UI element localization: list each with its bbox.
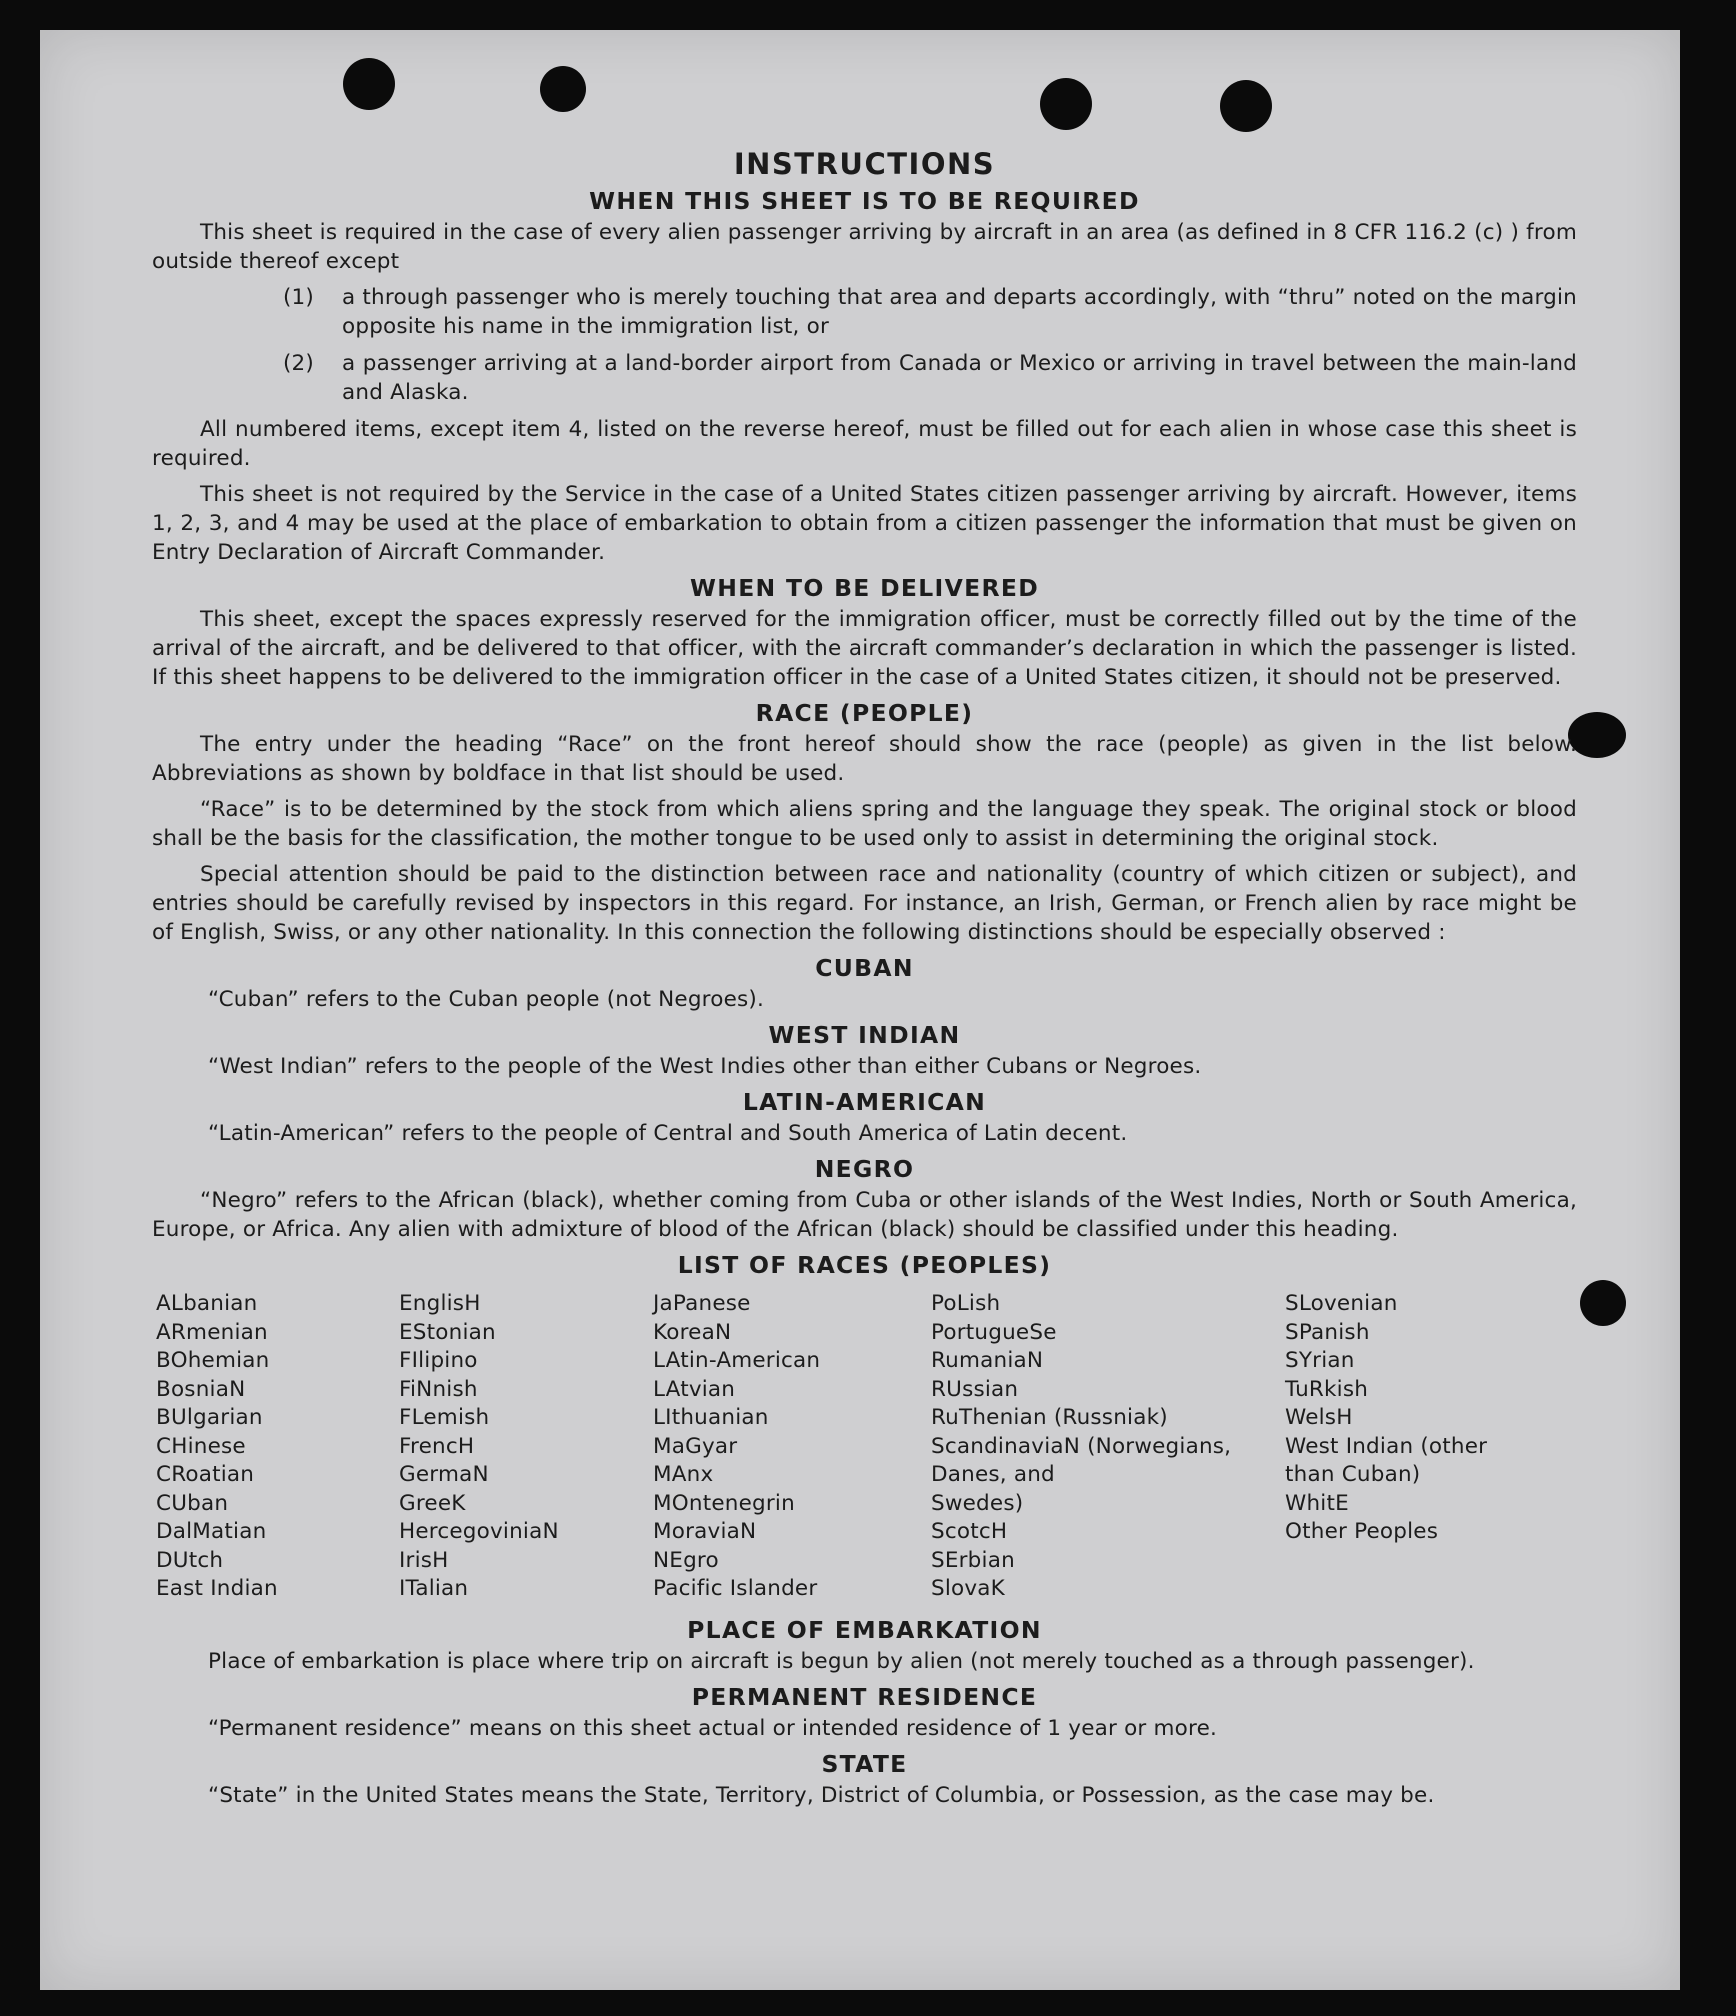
races-column [931, 1290, 1285, 1604]
punch-hole [1040, 78, 1092, 130]
section-heading-race: RACE (PEOPLE) [755, 699, 974, 727]
paragraph-race-3: Special attention should be paid to the distinction between race and nationality (country of which citizen or subject), and entries should be carefully revised by inspectors in this regard. For instance, an Irish, German, or French alien by race might be of English, Swiss, or any other nationality. In this connection the following distinctions should be especially observed : [152, 862, 1577, 945]
punch-hole [1220, 80, 1272, 132]
instructions-title: INSTRUCTIONS [733, 147, 996, 181]
exception-item-1 [152, 283, 1577, 341]
race-entry: LAtvian [653, 1376, 736, 1402]
race-entry: than Cuban) [1285, 1462, 1421, 1487]
exception-number: (2) [282, 351, 314, 376]
race-entry: ScandinaviaN (Norwegians, [931, 1433, 1232, 1459]
race-entry: WhitE [1285, 1490, 1349, 1516]
exception-text: a through passenger who is merely touching that area and departs accordingly, with “thru” noted on the margin opposite his name in the immigration list, or [342, 285, 1577, 339]
races-column [152, 1290, 399, 1604]
race-entry: DUtch [156, 1547, 224, 1573]
race-entry: Swedes) [931, 1490, 1024, 1516]
race-entry: WelsH [1285, 1405, 1353, 1430]
races-column [653, 1290, 931, 1604]
race-entry: PoLish [931, 1291, 1001, 1316]
race-entry: CUban [156, 1490, 229, 1516]
exception-number: (1) [282, 285, 314, 310]
paragraph-latin-american: “Latin-American” refers to the people of Central and South America of Latin decent. [208, 1121, 1128, 1146]
race-entry: SlovaK [931, 1576, 1005, 1601]
race-entry: FrencH [399, 1433, 475, 1459]
race-entry: MOntenegrin [653, 1490, 795, 1516]
race-entry: BOhemian [156, 1348, 270, 1373]
section-heading-latin-american: LATIN-AMERICAN [742, 1088, 987, 1116]
race-entry: Danes, and [931, 1462, 1055, 1487]
punch-hole [540, 66, 586, 112]
exception-text: a passenger arriving at a land-border airport from Canada or Mexico or arriving in travel between the main-land and Alaska. [342, 351, 1577, 405]
paragraph-negro: “Negro” refers to the African (black), whether coming from Cuba or other islands of the West Indies, North or South America, Europe, or Africa. Any alien with admixture of blood of the African (black) should be classified under this heading. [152, 1188, 1577, 1242]
race-entry: ITalian [399, 1576, 469, 1601]
instructions-content [152, 147, 1577, 1817]
section-heading-embarkation: PLACE OF EMBARKATION [687, 1615, 1042, 1644]
races-list [152, 1290, 1577, 1604]
race-entry: JaPanese [653, 1291, 751, 1316]
punch-hole [1580, 1280, 1626, 1326]
race-entry: CRoatian [156, 1462, 255, 1487]
race-entry: SErbian [931, 1547, 1015, 1573]
race-entry: West Indian (other [1285, 1433, 1488, 1459]
race-entry: CHinese [156, 1433, 246, 1459]
race-entry: MAnx [653, 1462, 714, 1487]
paragraph-cuban: “Cuban” refers to the Cuban people (not Negroes). [208, 987, 765, 1012]
section-heading-cuban: CUBAN [815, 954, 914, 982]
document-sheet [40, 30, 1680, 1990]
race-entry: SPanish [1285, 1319, 1370, 1345]
paragraph-race-2: “Race” is to be determined by the stock from which aliens spring and the language they speak. The original stock or blood shall be the basis for the classification, the mother tongue to be used only to assist in determining the original stock. [152, 797, 1577, 851]
section-heading-west-indian: WEST INDIAN [768, 1021, 961, 1049]
race-entry: FIlipino [399, 1348, 478, 1373]
race-entry: East Indian [156, 1576, 278, 1601]
race-entry: ScotcH [931, 1519, 1008, 1544]
race-entry: DalMatian [156, 1519, 267, 1544]
race-entry: SLovenian [1285, 1291, 1398, 1316]
races-column [399, 1290, 653, 1604]
race-entry: RUssian [931, 1376, 1019, 1402]
race-entry: SYrian [1285, 1348, 1355, 1373]
race-entry: GreeK [399, 1490, 466, 1516]
race-entry: KoreaN [653, 1319, 732, 1345]
paragraph-state: “State” in the United States means the State, Territory, District of Columbia, or Possession, as the case may be. [208, 1782, 1435, 1808]
section-heading-delivered: WHEN TO BE DELIVERED [690, 574, 1039, 602]
exception-item-2 [152, 349, 1577, 407]
paragraph-race-1: The entry under the heading “Race” on the front hereof should show the race (people) as given in the list below. Abbreviations as shown by boldface in that list should be used. [152, 732, 1577, 786]
race-entry: FiNnish [399, 1376, 478, 1402]
section-heading-negro: NEGRO [814, 1155, 915, 1183]
section-heading-residence: PERMANENT RESIDENCE [691, 1682, 1038, 1711]
race-entry: EnglisH [399, 1291, 481, 1316]
paragraph-delivered: This sheet, except the spaces expressly reserved for the immigration officer, must be correctly filled out by the time of the arrival of the aircraft, and be delivered to that officer, with the aircraft commander’s declaration in which the passenger is listed. If this sheet happens to be delivered to the immigration officer in the case of a United States citizen, it should not be preserved. [152, 607, 1577, 690]
race-entry: BUlgarian [156, 1405, 263, 1430]
race-entry: MoraviaN [653, 1519, 757, 1544]
race-entry: Pacific Islander [653, 1576, 818, 1601]
race-entry: MaGyar [653, 1433, 738, 1459]
section-heading-required: WHEN THIS SHEET IS TO BE REQUIRED [589, 187, 1140, 215]
race-entry: RuThenian (Russniak) [931, 1405, 1168, 1430]
race-entry: TuRkish [1285, 1376, 1369, 1402]
section-heading-list-of-races: LIST OF RACES (PEOPLES) [677, 1251, 1052, 1279]
race-entry: EStonian [399, 1319, 496, 1345]
race-entry: GermaN [399, 1462, 489, 1487]
race-entry: PortugueSe [931, 1319, 1057, 1345]
paragraph-citizen: This sheet is not required by the Service in the case of a United States citizen passenger arriving by aircraft. However, items 1, 2, 3, and 4 may be used at the place of embarkation to obtain from a citizen passenger the information that must be given on Entry Declaration of Aircraft Commander. [152, 482, 1577, 565]
race-entry: LIthuanian [653, 1405, 769, 1430]
paragraph-embarkation: Place of embarkation is place where trip on aircraft is begun by alien (not merely touched as a through passenger). [208, 1648, 1475, 1674]
paragraph-west-indian: “West Indian” refers to the people of the West Indies other than either Cubans or Negroes. [208, 1054, 1202, 1079]
race-entry: HercegoviniaN [399, 1519, 559, 1544]
race-entry: ARmenian [156, 1319, 268, 1345]
race-entry: NEgro [653, 1547, 719, 1573]
punch-hole [343, 58, 395, 110]
paragraph-numbered-items: All numbered items, except item 4, listed on the reverse hereof, must be filled out for each alien in whose case this sheet is required. [152, 417, 1577, 471]
race-entry: RumaniaN [931, 1348, 1044, 1373]
races-column [1285, 1290, 1565, 1604]
race-entry: FLemish [399, 1405, 490, 1430]
race-entry: IrisH [399, 1547, 449, 1573]
race-entry: Other Peoples [1285, 1519, 1439, 1544]
paragraph-residence: “Permanent residence” means on this sheet actual or intended residence of 1 year or more. [208, 1715, 1218, 1741]
paragraph-required-intro: This sheet is required in the case of every alien passenger arriving by aircraft in an area (as defined in 8 CFR 116.2 (c) ) from outside thereof except [152, 220, 1577, 274]
section-heading-state: STATE [821, 1749, 908, 1778]
race-entry: BosniaN [156, 1376, 246, 1402]
race-entry: ALbanian [156, 1291, 258, 1316]
race-entry: LAtin-American [653, 1348, 821, 1373]
